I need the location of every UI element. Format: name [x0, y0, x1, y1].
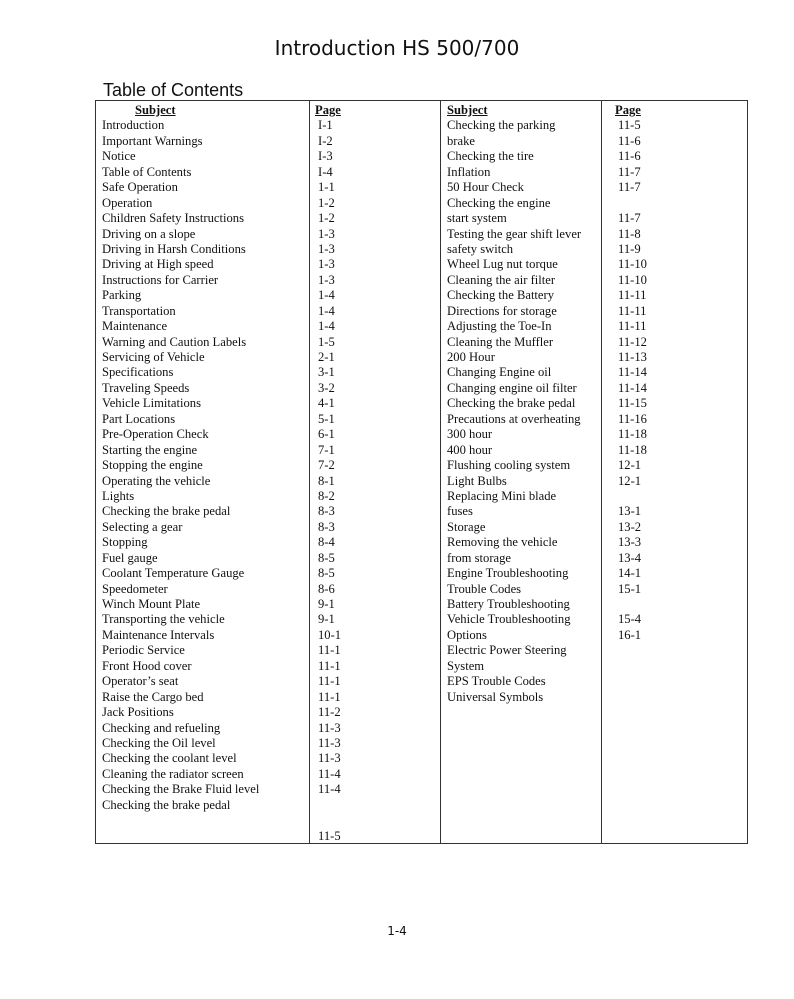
- toc-entry-page: 11-2: [318, 705, 341, 720]
- toc-entry-page: 16-1: [618, 627, 642, 642]
- subject-header: Subject: [447, 103, 488, 117]
- toc-entry-page: 1-4: [318, 319, 335, 334]
- toc-entry-page: 11-5: [618, 118, 641, 133]
- toc-entry-subject: Introduction: [102, 118, 165, 133]
- toc-entry-subject: EPS Trouble Codes: [447, 674, 546, 689]
- toc-entry-page: 8-2: [318, 488, 335, 503]
- toc-entry-subject: 50 Hour Check: [447, 180, 524, 195]
- toc-entry-page: 15-4: [618, 612, 642, 627]
- toc-entry-page: 11-1: [318, 658, 341, 673]
- toc-entry-page: 12-1: [618, 458, 642, 473]
- toc-entry-page: [310, 813, 440, 828]
- toc-entry-page: 11-11: [618, 288, 647, 303]
- toc-entry-subject: Operating the vehicle: [102, 473, 211, 488]
- toc-entry-page: 11-1: [318, 674, 341, 689]
- toc-entry-subject: Checking the Brake Fluid level: [102, 782, 260, 797]
- toc-entry-page: 8-3: [318, 504, 335, 519]
- toc-entry-page: 8-1: [318, 473, 335, 488]
- toc-heading: Table of Contents: [103, 80, 244, 100]
- toc-entry-page: 14-1: [618, 566, 642, 581]
- toc-entry-page: 7-1: [318, 442, 335, 457]
- right-page-column: [602, 103, 742, 643]
- toc-entry-subject: Checking and refueling: [102, 720, 221, 735]
- toc-entry-page: 11-11: [618, 319, 647, 334]
- toc-entry-page: 11-3: [318, 751, 341, 766]
- toc-entry-subject: Checking the Battery: [447, 288, 555, 303]
- toc-entry-subject: Maintenance: [102, 319, 168, 334]
- toc-entry-page: 11-5: [318, 828, 341, 843]
- toc-entry-subject: Battery Troubleshooting: [447, 597, 570, 611]
- toc-entry-subject: Coolant Temperature Gauge: [102, 566, 245, 581]
- toc-entry-subject: Periodic Service: [102, 643, 185, 658]
- toc-entry-page: 13-3: [618, 535, 642, 550]
- toc-entry-subject: Transportation: [102, 303, 176, 318]
- toc-entry-subject: Trouble Codes: [447, 581, 522, 596]
- toc-entry-page: 1-4: [318, 303, 335, 318]
- toc-entry-page: 11-14: [618, 380, 647, 395]
- toc-entry-page: 4-1: [318, 396, 335, 411]
- toc-entry-page: 11-7: [618, 211, 641, 226]
- toc-entry-page: 1-3: [318, 272, 335, 287]
- toc-entry-page: 1-5: [318, 334, 335, 349]
- toc-entry-page: 8-5: [318, 566, 335, 581]
- page-header: Page: [615, 103, 641, 117]
- toc-entry-subject: Warning and Caution Labels: [102, 334, 247, 349]
- toc-table: [95, 100, 748, 844]
- toc-entry-subject: safety switch: [447, 241, 514, 256]
- toc-entry-subject: Replacing Mini blade: [447, 488, 557, 503]
- toc-entry-page: I-2: [318, 133, 333, 148]
- document-title: Introduction HS 500/700: [274, 36, 520, 60]
- toc-entry-page: 11-10: [618, 257, 647, 272]
- toc-entry-page: 6-1: [318, 427, 335, 442]
- toc-entry-subject: Light Bulbs: [447, 473, 507, 488]
- toc-entry-page: 7-2: [318, 458, 335, 473]
- toc-entry-subject: Traveling Speeds: [102, 380, 190, 395]
- toc-entry-subject: Driving at High speed: [102, 257, 214, 272]
- toc-entry-subject: Checking the Oil level: [102, 735, 216, 750]
- toc-entry-page: 11-14: [618, 365, 647, 380]
- toc-entry-subject: Front Hood cover: [102, 658, 192, 673]
- toc-entry-page: 11-7: [618, 180, 641, 195]
- toc-entry-subject: brake: [447, 133, 475, 148]
- toc-entry-subject: Transporting the vehicle: [102, 612, 225, 627]
- toc-entry-subject: Options: [447, 627, 487, 642]
- toc-entry-subject: Jack Positions: [102, 705, 174, 720]
- toc-entry-subject: Fuel gauge: [102, 550, 158, 565]
- toc-entry-subject: Stopping the engine: [102, 458, 203, 473]
- toc-entry-page: 11-16: [618, 411, 647, 426]
- toc-entry-subject: Electric Power Steering: [447, 643, 567, 658]
- toc-entry-page: 11-4: [318, 766, 341, 781]
- toc-entry-subject: start system: [447, 211, 507, 226]
- toc-entry-page: 8-6: [318, 581, 335, 596]
- toc-entry-subject: Stopping: [102, 535, 148, 550]
- toc-entry-page: 11-1: [318, 689, 341, 704]
- toc-entry-subject: Checking the tire: [447, 149, 534, 164]
- toc-entry-subject: Cleaning the Muffler: [447, 334, 554, 349]
- toc-entry-subject: System: [447, 658, 485, 673]
- column-divider: [440, 101, 441, 843]
- toc-entry-subject: Specifications: [102, 365, 174, 380]
- toc-entry-subject: 200 Hour: [447, 350, 495, 364]
- toc-entry-subject: from storage: [447, 550, 511, 565]
- toc-entry-page: 11-7: [618, 164, 641, 179]
- toc-entry-page: [602, 597, 742, 612]
- toc-entry-page: 3-2: [318, 380, 335, 395]
- toc-entry-page: 1-3: [318, 257, 335, 272]
- page-number: 1-4: [387, 924, 407, 938]
- toc-entry-subject: Winch Mount Plate: [102, 597, 201, 611]
- toc-entry-page: [602, 196, 742, 211]
- toc-entry-subject: Driving on a slope: [102, 226, 196, 241]
- toc-entry-subject: Inflation: [447, 164, 491, 179]
- subject-header: Subject: [135, 103, 176, 117]
- page-header: Page: [315, 103, 341, 117]
- toc-entry-page: 11-1: [318, 643, 341, 658]
- left-subject-column: [102, 103, 307, 813]
- toc-entry-subject: Selecting a gear: [102, 519, 183, 534]
- toc-entry-subject: 400 hour: [447, 442, 493, 457]
- toc-entry-subject: Checking the coolant level: [102, 751, 237, 766]
- toc-entry-subject: Safe Operation: [102, 180, 178, 195]
- toc-entry-page: 11-10: [618, 272, 647, 287]
- toc-entry-page: 11-13: [618, 350, 647, 364]
- toc-entry-page: 11-18: [618, 442, 647, 457]
- toc-entry-page: 3-1: [318, 365, 335, 380]
- toc-entry-page: I-3: [318, 149, 333, 164]
- toc-entry-page: 2-1: [318, 350, 335, 364]
- toc-entry-page: 11-3: [318, 720, 341, 735]
- toc-entry-subject: Raise the Cargo bed: [102, 689, 204, 704]
- toc-entry-page: [602, 489, 742, 504]
- toc-entry-subject: Checking the brake pedal: [102, 504, 231, 519]
- toc-entry-subject: Speedometer: [102, 581, 168, 596]
- toc-entry-subject: Notice: [102, 149, 136, 164]
- toc-entry-subject: Flushing cooling system: [447, 458, 571, 473]
- toc-entry-page: 1-4: [318, 288, 335, 303]
- toc-entry-subject: Driving in Harsh Conditions: [102, 241, 246, 256]
- toc-entry-page: 1-2: [318, 211, 335, 226]
- toc-entry-subject: Important Warnings: [102, 133, 203, 148]
- toc-entry-page: 8-5: [318, 550, 335, 565]
- toc-entry-subject: Testing the gear shift lever: [447, 226, 582, 241]
- toc-entry-page: 1-3: [318, 226, 335, 241]
- toc-entry-page: 11-11: [618, 303, 647, 318]
- toc-entry-subject: Storage: [447, 519, 486, 534]
- toc-entry-subject: Children Safety Instructions: [102, 211, 245, 226]
- toc-entry-page: 15-1: [618, 581, 642, 596]
- toc-entry-page: 9-1: [318, 597, 335, 611]
- toc-entry-page: 5-1: [318, 411, 335, 426]
- toc-entry-subject: Universal Symbols: [447, 689, 544, 704]
- toc-entry-subject: Part Locations: [102, 411, 176, 426]
- toc-entry-subject: Checking the brake pedal: [102, 797, 231, 812]
- toc-entry-subject: Servicing of Vehicle: [102, 350, 205, 364]
- toc-entry-subject: Maintenance Intervals: [102, 627, 215, 642]
- toc-entry-subject: Table of Contents: [102, 164, 192, 179]
- toc-entry-subject: Changing Engine oil: [447, 365, 552, 380]
- toc-entry-subject: Pre-Operation Check: [102, 427, 209, 442]
- toc-entry-subject: Operation: [102, 195, 153, 210]
- toc-entry-page: 11-6: [618, 133, 641, 148]
- toc-entry-page: 11-9: [618, 241, 641, 256]
- left-page-column: [310, 103, 440, 844]
- toc-entry-subject: Lights: [102, 488, 135, 503]
- toc-entry-subject: Changing engine oil filter: [447, 380, 577, 395]
- toc-entry-page: 13-1: [618, 504, 642, 519]
- toc-entry-page: 8-3: [318, 519, 335, 534]
- toc-entry-page: 1-1: [318, 180, 335, 195]
- toc-entry-subject: Checking the engine: [447, 195, 551, 210]
- toc-entry-subject: Parking: [102, 288, 142, 303]
- toc-entry-subject: Checking the parking: [447, 118, 556, 133]
- toc-entry-subject: Vehicle Troubleshooting: [447, 612, 571, 627]
- toc-entry-page: 11-15: [618, 396, 647, 411]
- toc-entry-page: [310, 798, 440, 813]
- toc-entry-subject: Cleaning the radiator screen: [102, 766, 244, 781]
- toc-entry-page: 9-1: [318, 612, 335, 627]
- toc-entry-subject: Adjusting the Toe-In: [447, 319, 552, 334]
- toc-entry-page: 1-3: [318, 241, 335, 256]
- toc-entry-subject: Wheel Lug nut torque: [447, 257, 558, 272]
- toc-entry-subject: 300 hour: [447, 427, 493, 442]
- toc-entry-page: 10-1: [318, 627, 342, 642]
- toc-entry-subject: Starting the engine: [102, 442, 198, 457]
- toc-entry-page: 11-12: [618, 334, 647, 349]
- right-subject-column: [447, 103, 602, 705]
- toc-entry-page: 11-3: [318, 735, 341, 750]
- toc-entry-subject: Directions for storage: [447, 303, 557, 318]
- toc-entry-subject: Engine Troubleshooting: [447, 566, 569, 581]
- toc-entry-subject: Vehicle Limitations: [102, 396, 201, 411]
- toc-entry-subject: fuses: [447, 504, 473, 519]
- toc-entry-page: 11-6: [618, 149, 641, 164]
- toc-entry-page: I-4: [318, 164, 333, 179]
- toc-entry-page: 11-8: [618, 226, 641, 241]
- toc-entry-page: 12-1: [618, 473, 642, 488]
- toc-entry-page: 8-4: [318, 535, 335, 550]
- toc-entry-subject: Precautions at overheating: [447, 411, 581, 426]
- toc-entry-page: 11-4: [318, 782, 341, 797]
- toc-entry-subject: Cleaning the air filter: [447, 272, 556, 287]
- toc-entry-subject: Removing the vehicle: [447, 535, 558, 550]
- toc-entry-subject: Instructions for Carrier: [102, 272, 219, 287]
- toc-entry-subject: Operator’s seat: [102, 674, 179, 689]
- toc-entry-subject: Checking the brake pedal: [447, 396, 576, 411]
- toc-entry-page: 1-2: [318, 195, 335, 210]
- toc-entry-page: 11-18: [618, 427, 647, 442]
- toc-entry-page: I-1: [318, 118, 333, 133]
- toc-entry-page: 13-2: [618, 519, 642, 534]
- toc-entry-page: 13-4: [618, 550, 642, 565]
